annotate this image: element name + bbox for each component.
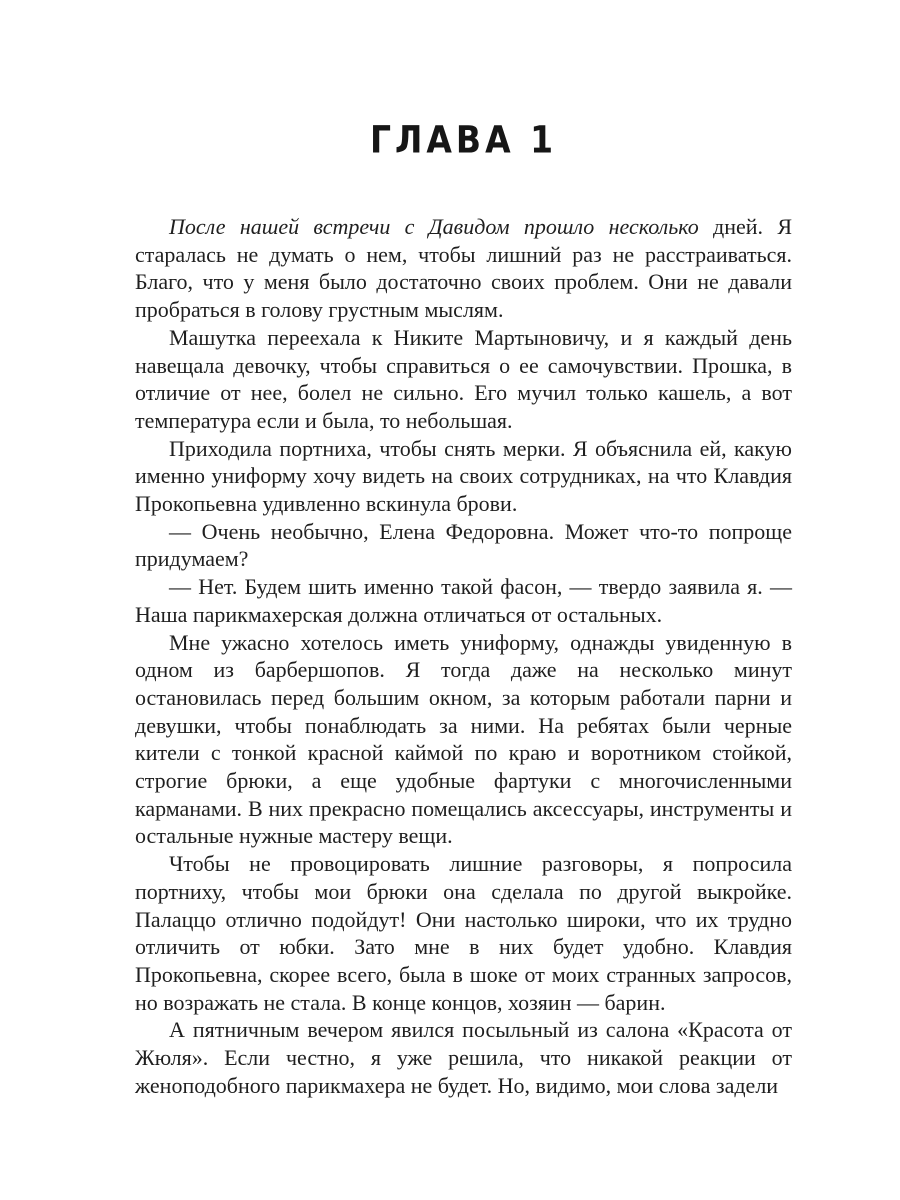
paragraph: После нашей встречи с Давидом прошло несколько дней. Я старалась не думать о нем, чтобы лишний раз не расстраиваться. Благо, что у меня было достаточно своих проблем. Они не давали пробраться в голову грустным мыслям. (135, 214, 793, 323)
paragraph: Мне ужасно хотелось иметь униформу, однажды увиденную в одном из барбершопов. Я тогда даже на несколько минут остановилась перед большим окном, за которым работали парни и девушки, чтобы понаблюдать за ними. На ребятах были черные кители с тонкой красной каймой по краю и воротником стойкой, строгие брюки, а еще удобные фартуки с многочисленными карманами. В них прекрасно помещались аксессуары, инструменты и остальные нужные мастеру вещи. (135, 629, 792, 849)
paragraph: А пятничным вечером явился посыльный из салона «Красота от Жюля». Если честно, я уже решила, что никакой реакции от женоподобного парикмахера не будет. Но, видимо, мои слова задели (135, 1017, 792, 1098)
text-block (135, 213, 792, 1100)
paragraph: — Нет. Будем шить именно такой фасон, — твердо заявила я. — Наша парикмахерская должна отличаться от остальных. (135, 574, 792, 627)
italic-lead: После нашей встречи с Давидом прошло несколько (169, 214, 699, 239)
paragraph: Приходила портниха, чтобы снять мерки. Я объяснила ей, какую именно униформу хочу видеть на своих сотрудниках, на что Клавдия Прокопьевна удивленно вскинула брови. (135, 435, 792, 517)
paragraph: — Очень необычно, Елена Федоровна. Может что-то попроще придумаем? (135, 518, 792, 572)
paragraph: Чтобы не провоцировать лишние разговоры, я попросила портниху, чтобы мои брюки она сделала по другой выкройке. Палаццо отлично подойдут! Они настолько широки, что их трудно отличить от юбки. Зато мне в них будет удобно. Клавдия Прокопьевна, скорее всего, была в шоке от моих странных запросов, но возражать не стала. В конце концов, хозяин — барин. (135, 851, 792, 1015)
chapter-title: ГЛАВА 1 (369, 117, 558, 162)
paragraph: Машутка переехала к Никите Мартыновичу, и я каждый день навещала девочку, чтобы справиться о ее самочувствии. Прошка, в отличие от нее, болел не сильно. Его мучил только кашель, а вот температура если и была, то небольшая. (135, 324, 792, 433)
